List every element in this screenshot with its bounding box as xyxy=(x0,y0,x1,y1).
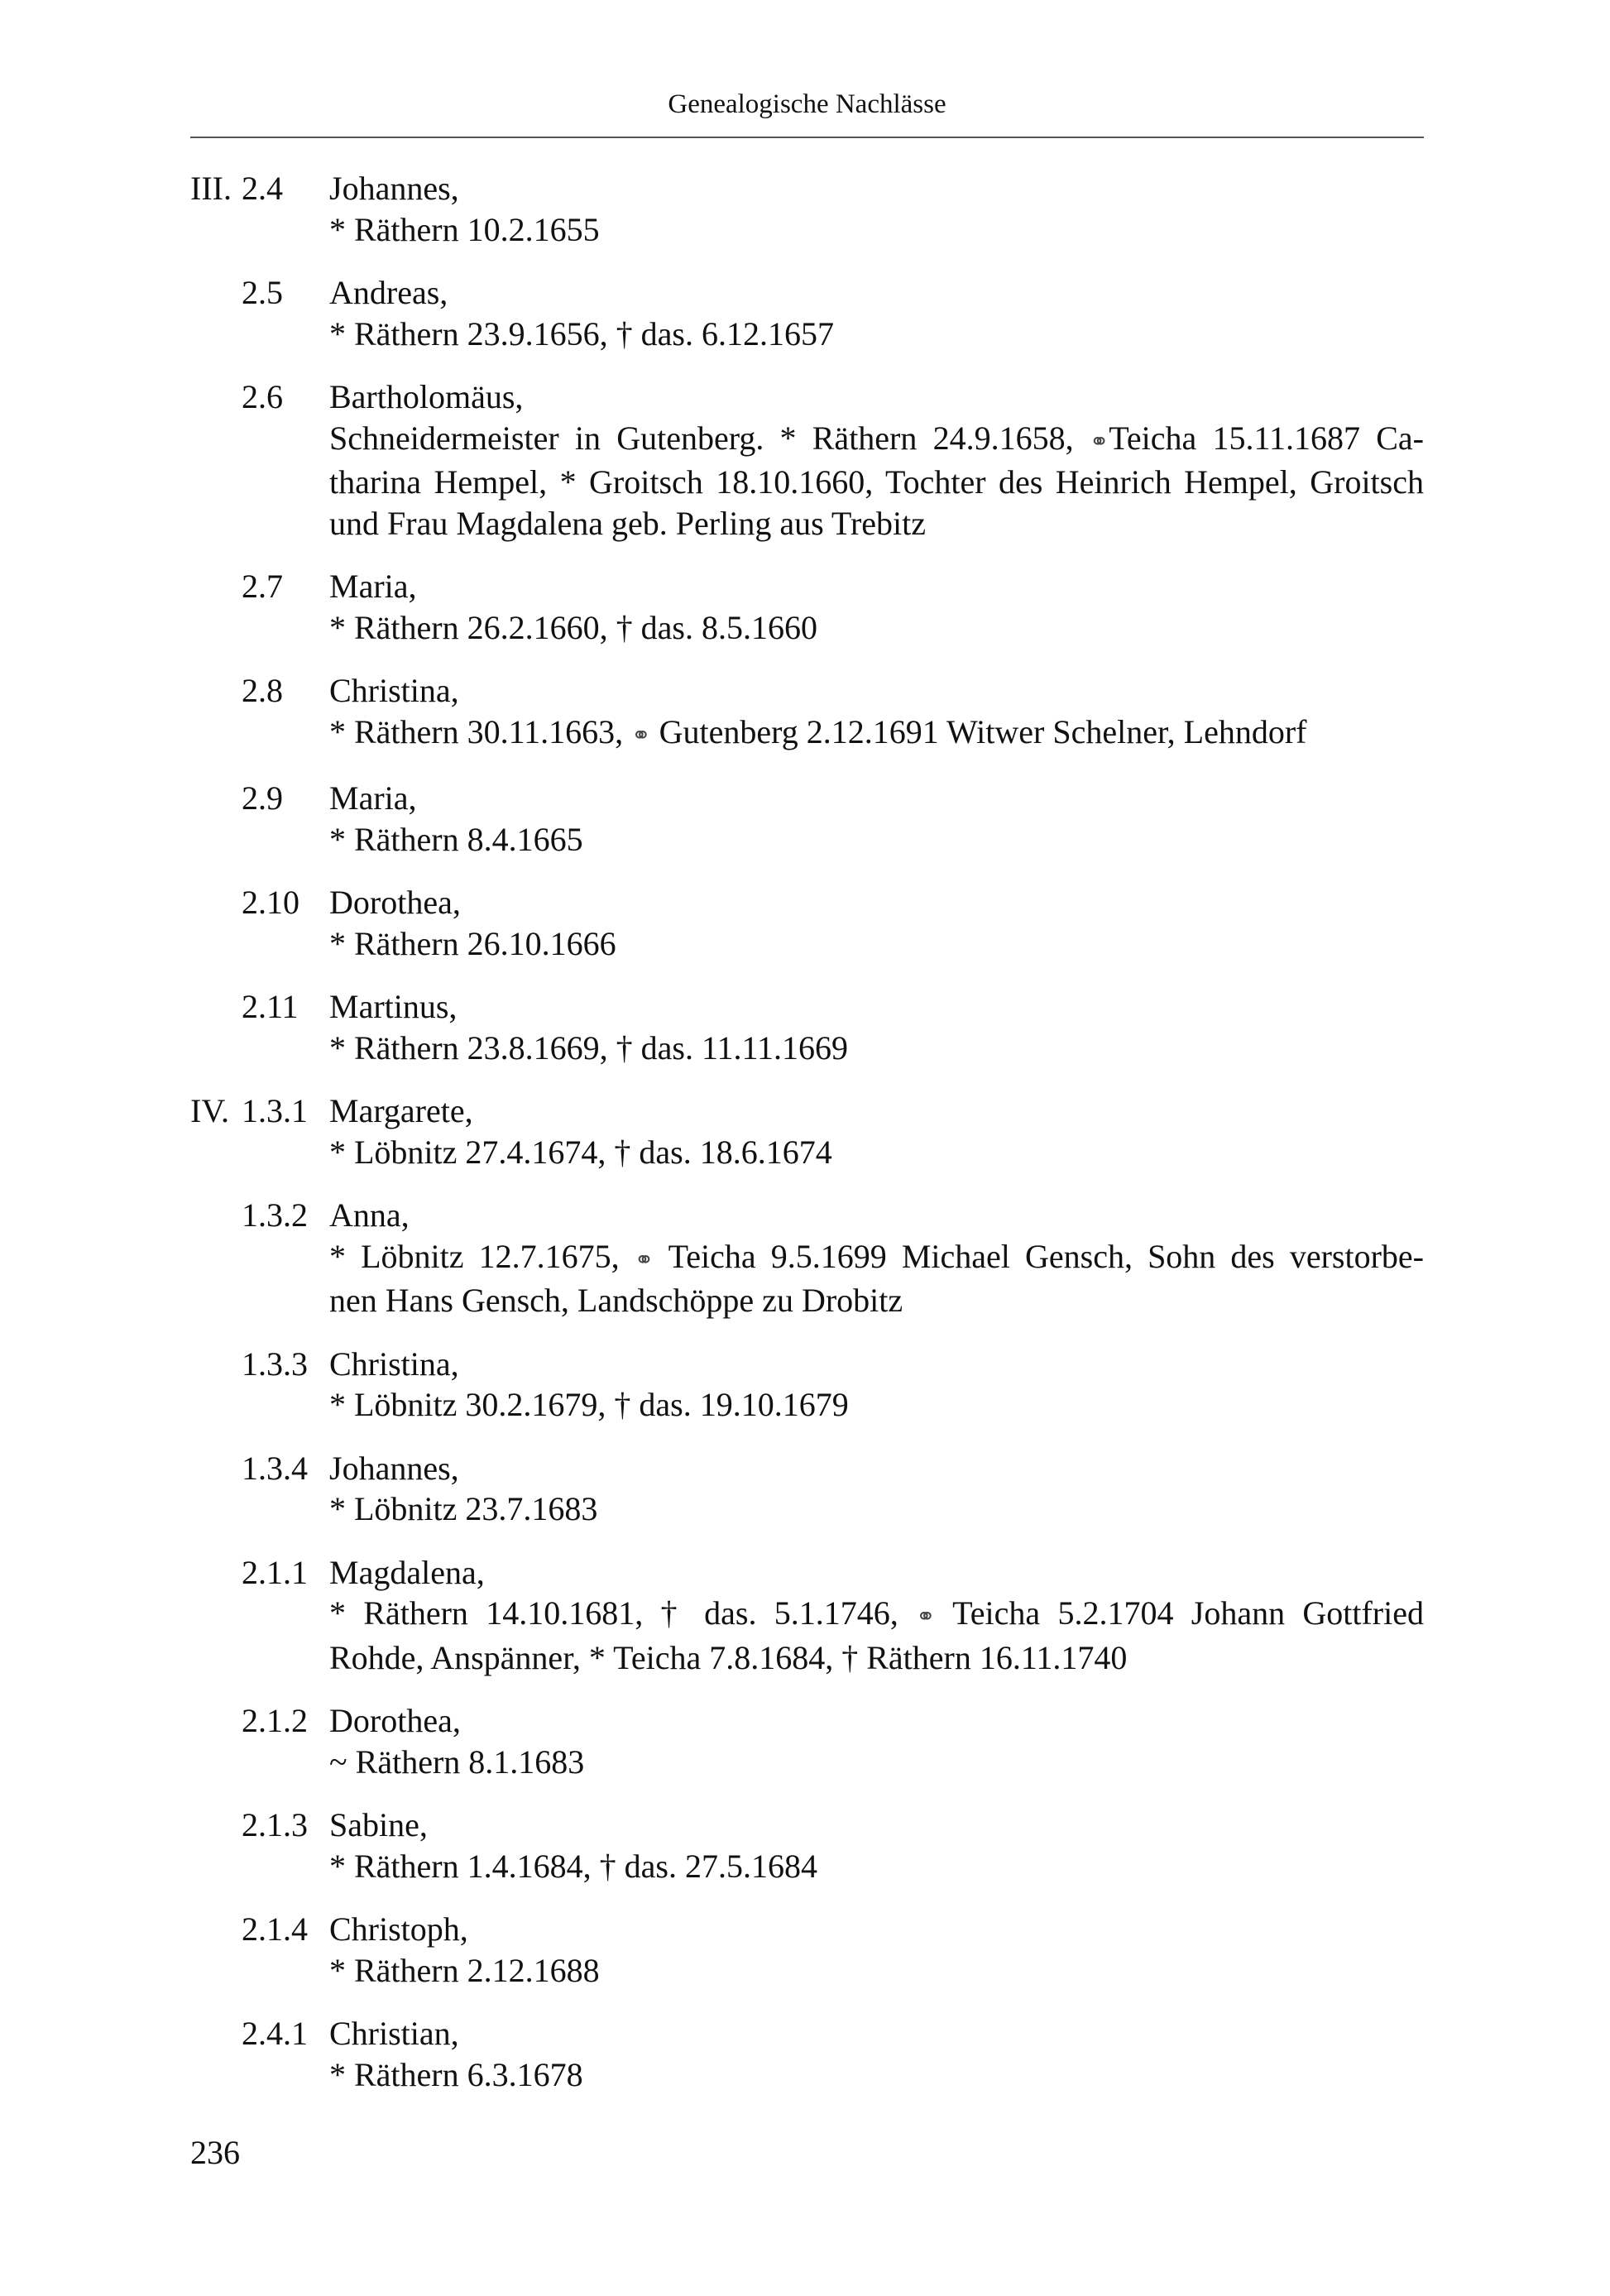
entry-detail-line: * Löbnitz 27.4.1674, † das. 18.6.1674 xyxy=(329,1133,832,1171)
genealogy-entry xyxy=(190,566,1424,648)
entry-detail-line: * Räthern 6.3.1678 xyxy=(329,2055,583,2093)
entry-detail-line: * Räthern 26.10.1666 xyxy=(329,924,616,962)
person-name: Andreas, xyxy=(329,274,448,311)
entry-detail-line: * Räthern 8.4.1665 xyxy=(329,820,583,858)
entry-number: 2.1.4 xyxy=(242,1910,308,1948)
entry-detail-line: Rohde, Anspänner, * Teicha 7.8.1684, † Räthern 16.11.1740 xyxy=(329,1638,1128,1676)
entry-body xyxy=(329,566,1424,648)
entry-body xyxy=(329,778,1424,860)
genealogy-entry xyxy=(190,670,1424,755)
entry-body xyxy=(329,882,1424,964)
entry-number: 2.9 xyxy=(242,779,283,817)
person-name: Margarete, xyxy=(329,1092,473,1129)
entry-number: 1.3.4 xyxy=(242,1449,308,1487)
entry-detail-line: * Löbnitz 23.7.1683 xyxy=(329,1490,598,1527)
entry-number: 2.5 xyxy=(242,274,283,311)
entry-number: 2.4.1 xyxy=(242,2015,308,2052)
entry-number: 2.8 xyxy=(242,672,283,709)
genealogy-entry xyxy=(190,778,1424,860)
entry-body xyxy=(329,986,1424,1068)
entry-body xyxy=(329,376,1424,544)
entry-detail-line: nen Hans Gensch, Landschöppe zu Drobitz xyxy=(329,1282,903,1319)
entry-number: 2.7 xyxy=(242,568,283,605)
genealogy-entry xyxy=(190,1090,1424,1172)
marriage-symbol-icon: ⚭ xyxy=(634,1245,654,1273)
genealogy-entry xyxy=(190,1195,1424,1321)
genealogy-entry xyxy=(190,1552,1424,1679)
person-name: Maria, xyxy=(329,779,417,817)
entry-number: 2.1.3 xyxy=(242,1806,308,1843)
marriage-symbol-icon: ⚭ xyxy=(916,1603,936,1630)
entry-body xyxy=(329,1909,1424,1991)
person-name: Maria, xyxy=(329,568,417,605)
entry-number: 1.3.2 xyxy=(242,1196,308,1234)
person-name: Dorothea, xyxy=(329,1702,461,1739)
entry-body xyxy=(329,1090,1424,1172)
entry-body xyxy=(329,272,1424,354)
entry-body xyxy=(329,1700,1424,1782)
entry-detail-line: tharina Hempel, * Groitsch 18.10.1660, Tochter des Heinrich Hempel, Groitsch xyxy=(329,463,1424,501)
entry-body xyxy=(329,670,1424,755)
entry-body xyxy=(329,1448,1424,1530)
entry-number: 2.10 xyxy=(242,884,299,921)
entry-body xyxy=(329,1195,1424,1321)
entry-detail-line: * Räthern 10.2.1655 xyxy=(329,210,600,248)
genealogy-entry xyxy=(190,168,1424,250)
entry-detail-line: * Räthern 23.8.1669, † das. 11.11.1669 xyxy=(329,1028,848,1067)
running-header: Genealogische Nachlässe xyxy=(668,89,946,119)
marriage-symbol-icon: ⚭ xyxy=(631,721,651,749)
genealogy-entry xyxy=(190,1909,1424,1991)
entry-number: 1.3.3 xyxy=(242,1345,308,1383)
entry-body xyxy=(329,1344,1424,1426)
entry-detail-line: Schneidermeister in Gutenberg. * Räthern 24.9.1658, ⚭Teicha 15.11.1687 Ca- xyxy=(329,419,1424,457)
entry-detail-line: * Löbnitz 30.2.1679, † das. 19.10.1679 xyxy=(329,1386,849,1423)
section-numeral: III. xyxy=(190,170,232,207)
person-name: Christoph, xyxy=(329,1910,468,1948)
entry-body xyxy=(329,1805,1424,1886)
entry-detail-line: * Räthern 26.2.1660, † das. 8.5.1660 xyxy=(329,608,817,646)
genealogy-entry xyxy=(190,376,1424,544)
entry-number: 2.1.2 xyxy=(242,1702,308,1739)
genealogy-entry xyxy=(190,1700,1424,1782)
entry-number: 2.6 xyxy=(242,378,283,415)
genealogy-list xyxy=(190,168,1424,2117)
entry-number: 2.1.1 xyxy=(242,1553,308,1591)
person-name: Dorothea, xyxy=(329,884,461,921)
entry-body xyxy=(329,2013,1424,2095)
person-name: Magdalena, xyxy=(329,1553,485,1591)
genealogy-entry xyxy=(190,272,1424,354)
entry-number: 2.4 xyxy=(242,170,283,207)
person-name: Johannes, xyxy=(329,170,459,207)
person-name: Christian, xyxy=(329,2015,459,2052)
entry-number: 2.11 xyxy=(242,988,299,1025)
person-name: Christina, xyxy=(329,1345,459,1383)
entry-body xyxy=(329,168,1424,250)
person-name: Johannes, xyxy=(329,1449,459,1487)
marriage-symbol-icon: ⚭ xyxy=(1089,427,1109,455)
person-name: Christina, xyxy=(329,672,459,709)
entry-detail-line: und Frau Magdalena geb. Perling aus Trebitz xyxy=(329,504,926,542)
person-name: Martinus, xyxy=(329,988,458,1025)
entry-detail-line: * Räthern 30.11.1663, ⚭ Gutenberg 2.12.1691 Witwer Schelner, Lehndorf xyxy=(329,712,1307,750)
genealogy-entry xyxy=(190,986,1424,1068)
header-rule xyxy=(190,137,1424,138)
genealogy-entry xyxy=(190,2013,1424,2095)
genealogy-entry xyxy=(190,882,1424,964)
entry-detail-line: * Räthern 2.12.1688 xyxy=(329,1951,600,1989)
person-name: Anna, xyxy=(329,1196,410,1234)
entry-detail-line: * Löbnitz 12.7.1675, ⚭ Teicha 9.5.1699 Michael Gensch, Sohn des verstorbe- xyxy=(329,1237,1424,1275)
person-name: Sabine, xyxy=(329,1806,428,1843)
page-number: 236 xyxy=(190,2134,240,2171)
genealogy-entry xyxy=(190,1344,1424,1426)
person-name: Bartholomäus, xyxy=(329,378,524,415)
entry-detail-line: ~ Räthern 8.1.1683 xyxy=(329,1742,585,1781)
genealogy-entry xyxy=(190,1448,1424,1530)
entry-body xyxy=(329,1552,1424,1679)
section-numeral: IV. xyxy=(190,1092,230,1129)
genealogy-entry xyxy=(190,1805,1424,1886)
entry-detail-line: * Räthern 23.9.1656, † das. 6.12.1657 xyxy=(329,314,834,352)
entry-detail-line: * Räthern 1.4.1684, † das. 27.5.1684 xyxy=(329,1847,817,1885)
entry-number: 1.3.1 xyxy=(242,1092,308,1129)
entry-detail-line: * Räthern 14.10.1681, † das. 5.1.1746, ⚭ Teicha 5.2.1704 Johann Gottfried xyxy=(329,1594,1424,1632)
